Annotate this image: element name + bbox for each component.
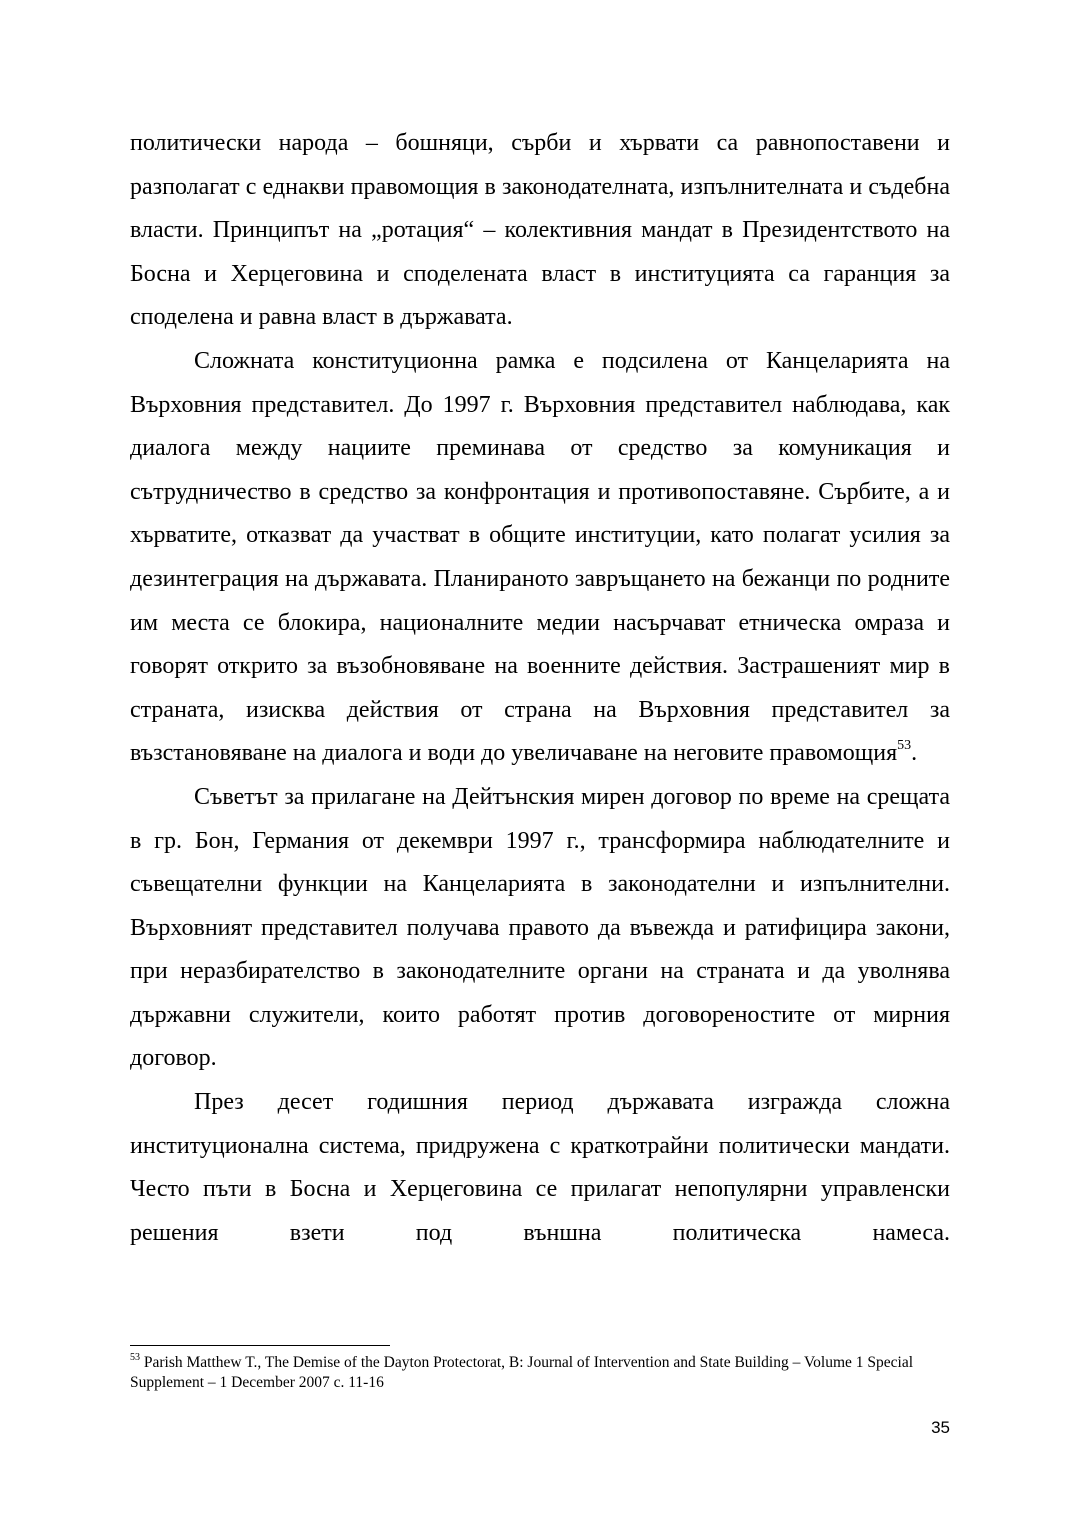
footnote-text: Parish Matthew T., The Demise of the Dayton Protectorat, B: Journal of Intervention and State Building – Volume 1 Special Supplement – 1 December 2007 с. 11-16 bbox=[130, 1354, 914, 1391]
footnote-reference-53[interactable]: 53 bbox=[897, 738, 912, 754]
footnote-53 bbox=[130, 1353, 950, 1393]
paragraph-1: политически народа – бошняци, сърби и хървати са равнопоставени и разполагат с еднакви правомощия в законодателната, изпълнителната и съдебна власти. Принципът на „ротация“ – колективния мандат в Президентството на Босна и Херцеговина и споделената власт в институцията са гаранция за споделена и равна власт в държавата. bbox=[130, 130, 950, 331]
paragraph-3: Съветът за прилагане на Дейтънския мирен договор по време на срещата в гр. Бон, Германия от декември 1997 г., трансформира наблюдателните и съвещателни функции на Канцеларията в законодателни и изпълнителни. Върховният представител получава правото да въвежда и ратифицира закони, при неразбирателство в законодателните органи на страната и да уволнява държавни служители, които работят против договореностите от мирния договор. bbox=[130, 783, 950, 1072]
page-number: 35 bbox=[931, 1418, 950, 1437]
body-text bbox=[130, 122, 950, 1255]
footnote-number: 53 bbox=[130, 1351, 140, 1363]
paragraph-2-text: Сложната конституционна рамка е подсилена от Канцеларията на Върховния представител. До 1997 г. Върховния представител наблюдава, как диалога между нациите преминава от средство за комуникация и сътрудничество в средство за конфронтация и противопоставяне. Сърбите, а и хърватите, отказват да участват в общите институции, като полагат усилия за дезинтеграция на държавата. Планираното завръщането на бежанци по родните им места се блокира, националните медии насърчават етническа омраза и говорят открито за възобновяване на военните действия. Застрашеният мир в страната, изисква действия от страна на Върховния представител за възстановяване на диалога и води до увеличаване на неговите правомощия bbox=[130, 347, 950, 767]
footnote-separator bbox=[130, 1345, 390, 1346]
paragraph-2-end: . bbox=[911, 740, 918, 767]
paragraph-4: През десет годишния период държавата изгражда сложна институционална система, придружена с краткотрайни политически мандати. Често пъти в Босна и Херцеговина се прилагат непопулярни управленски решения взети под външна политическа намеса. bbox=[130, 1089, 950, 1246]
paragraph-2 bbox=[130, 340, 950, 776]
